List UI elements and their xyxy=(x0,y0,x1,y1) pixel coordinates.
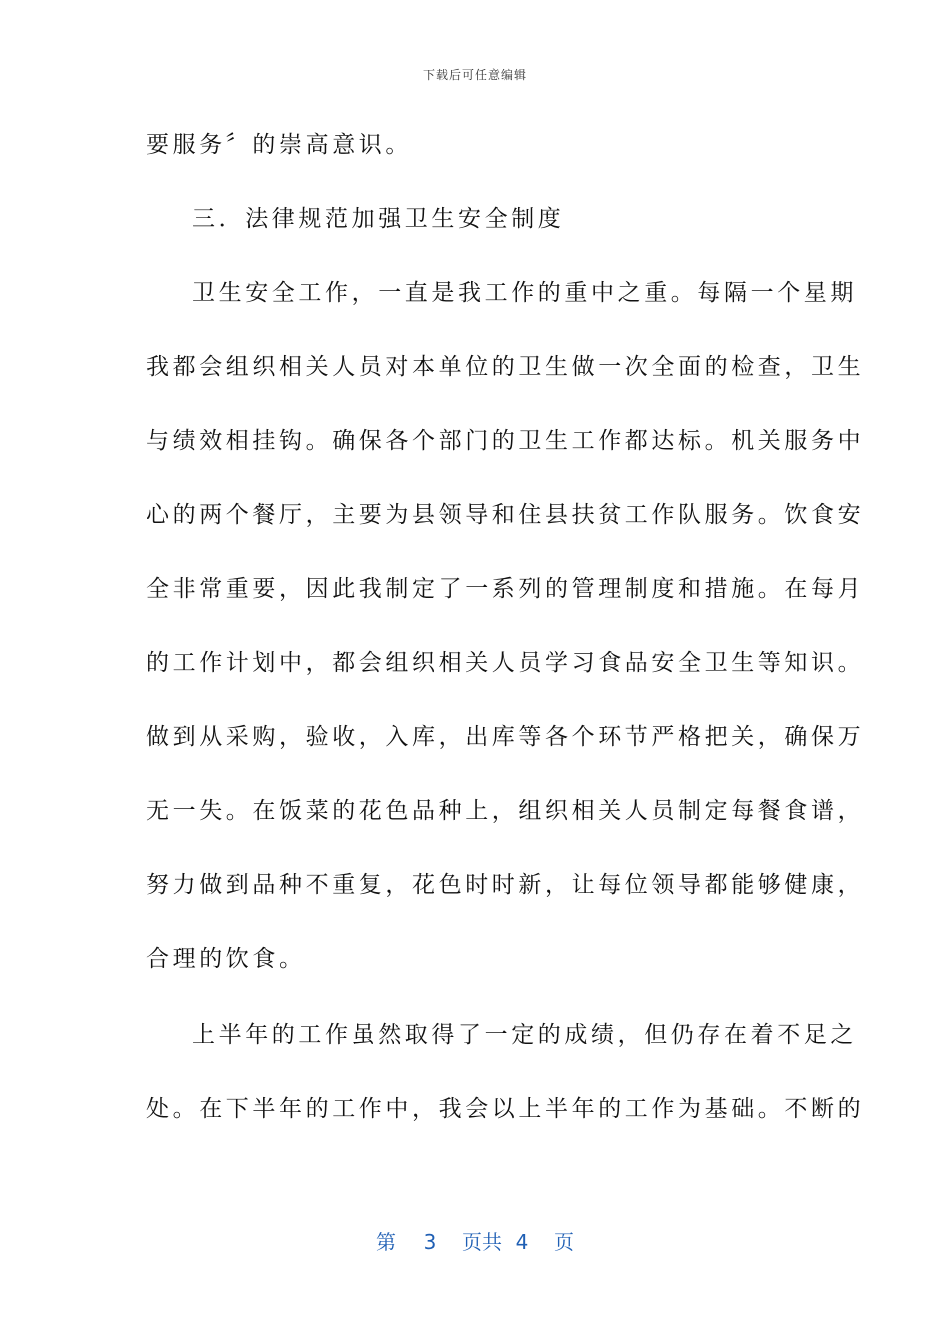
text-line: 做到从采购，验收，入库，出库等各个环节严格把关，确保万 xyxy=(146,724,865,750)
text-line: 的工作计划中，都会组织相关人员学习食品安全卫生等知识。 xyxy=(146,650,865,676)
footer-suffix: 页 xyxy=(554,1230,574,1254)
page-footer xyxy=(0,1226,950,1255)
total-page-number: 4 xyxy=(515,1230,529,1254)
text-line: 无一失。在饭菜的花色品种上，组织相关人员制定每餐食谱， xyxy=(146,798,865,824)
current-page-number: 3 xyxy=(423,1230,437,1254)
text-line: 我都会组织相关人员对本单位的卫生做一次全面的检查，卫生 xyxy=(146,354,865,380)
footer-middle: 页共 xyxy=(462,1230,502,1254)
text-line: 心的两个餐厅，主要为县领导和住县扶贫工作队服务。饮食安 xyxy=(146,502,865,528)
page-header: 下载后可任意编辑 xyxy=(422,68,527,82)
text-line: 与绩效相挂钩。确保各个部门的卫生工作都达标。机关服务中 xyxy=(146,428,865,454)
text-line: 卫生安全工作，一直是我工作的重中之重。每隔一个星期 xyxy=(192,280,857,306)
document-body xyxy=(146,126,865,1164)
text-line: 全非常重要，因此我制定了一系列的管理制度和措施。在每月 xyxy=(146,576,865,602)
footer-prefix: 第 xyxy=(376,1230,396,1254)
text-line: 处。在下半年的工作中，我会以上半年的工作为基础。不断的 xyxy=(146,1096,865,1122)
section-heading: 三．法律规范加强卫生安全制度 xyxy=(192,206,565,232)
text-line: 合理的饮食。 xyxy=(146,946,306,972)
text-line: 上半年的工作虽然取得了一定的成绩，但仍存在着不足之 xyxy=(192,1022,857,1048)
text-line: 努力做到品种不重复，花色时时新，让每位领导都能够健康， xyxy=(146,872,865,898)
text-line: 要服务〞的崇高意识。 xyxy=(146,132,412,158)
